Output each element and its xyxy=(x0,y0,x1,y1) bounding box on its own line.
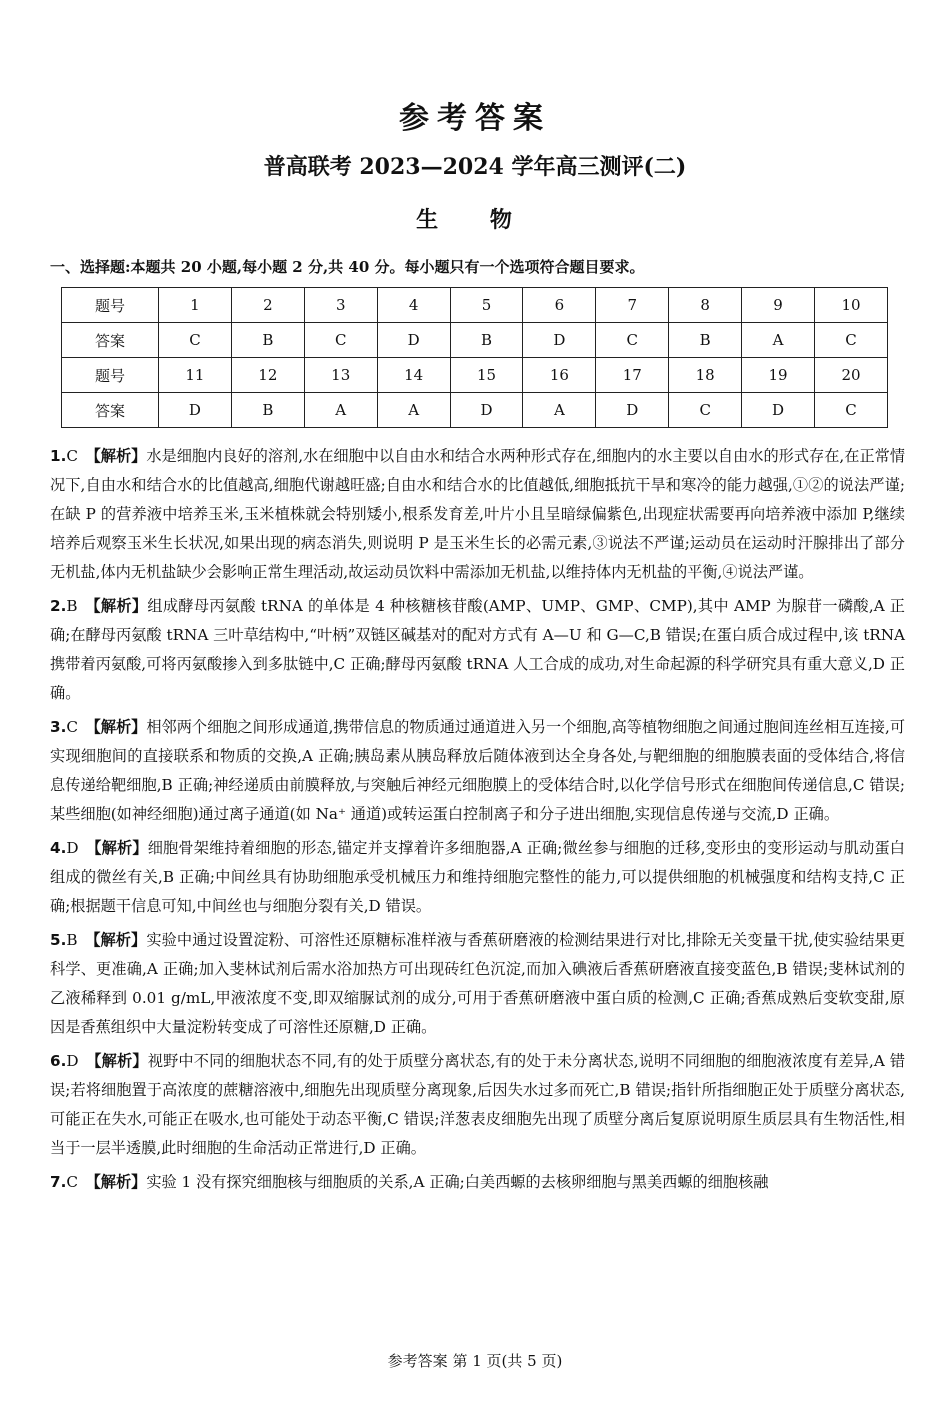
question-number-row xyxy=(62,288,888,323)
section-heading: 一、选择题:本题共 20 小题,每小题 2 分,共 40 分。每小题只有一个选项符合题目要求。 xyxy=(50,258,645,276)
question-number-cell: 5 xyxy=(450,288,523,323)
answer-row xyxy=(62,393,888,428)
answer-cell: C xyxy=(304,323,377,358)
row-label: 答案 xyxy=(62,323,159,358)
question-number: 4. xyxy=(50,839,67,857)
question-number: 7. xyxy=(50,1173,67,1191)
answer-cell: B xyxy=(231,393,304,428)
analysis-tag: 【解析】 xyxy=(85,931,147,949)
question-number: 2. xyxy=(50,597,67,615)
question-number-cell: 4 xyxy=(377,288,450,323)
answer-letter: B xyxy=(66,597,78,615)
answer-cell: D xyxy=(159,393,232,428)
answer-cell: B xyxy=(231,323,304,358)
exam-subtitle: 普高联考 2023—2024 学年高三测评(二) xyxy=(263,154,687,180)
question-number-cell: 14 xyxy=(377,358,450,393)
explanation-item xyxy=(50,926,905,1042)
answer-letter: B xyxy=(66,931,78,949)
explanation-text: 水是细胞内良好的溶剂,水在细胞中以自由水和结合水两种形式存在,细胞内的水主要以自由水的形式存在,在正常情况下,自由水和结合水的比值越高,细胞代谢越旺盛;自由水和结合水的比值越低,细胞抵抗干旱和寒冷的能力越强,①②的说法严谨;在缺 P 的营养液中培养玉米,玉米植株就会特别矮小,根系发育差,叶片小且呈暗绿偏紫色,出现症状需要再向培养液中添加 P,继续培养后观察玉米生长状况,如果出现的病态消失,则说明 P 是玉米生长的必需元素,③说法不严谨;运动员在运动时汗腺排出了部分无机盐,体内无机盐缺少会影响正常生理活动,故运动员饮料中需添加无机盐,以维持体内无机盐的平衡,④说法严谨。 xyxy=(50,447,906,581)
answer-cell: C xyxy=(159,323,232,358)
answer-cell: C xyxy=(669,393,742,428)
analysis-tag: 【解析】 xyxy=(86,1052,148,1070)
answer-letter: C xyxy=(66,718,78,736)
question-number-cell: 10 xyxy=(815,288,888,323)
analysis-tag: 【解析】 xyxy=(86,839,148,857)
row-label: 答案 xyxy=(62,393,159,428)
question-number-cell: 7 xyxy=(596,288,669,323)
analysis-tag: 【解析】 xyxy=(85,597,148,615)
question-number: 6. xyxy=(50,1052,67,1070)
explanation-text: 细胞骨架维持着细胞的形态,锚定并支撑着许多细胞器,A 正确;微丝参与细胞的迁移,变形虫的变形运动与肌动蛋白组成的微丝有关,B 正确;中间丝具有协助细胞承受机械压力和维持细胞完整性的能力,可以提供细胞的机械强度和结构支持,C 正确;根据题干信息可知,中间丝也与细胞分裂有关,D 错误。 xyxy=(50,839,905,915)
explanation-text: 相邻两个细胞之间形成通道,携带信息的物质通过通道进入另一个细胞,高等植物细胞之间通过胞间连丝相互连接,可实现细胞间的直接联系和物质的交换,A 正确;胰岛素从胰岛释放后随体液到达全身各处,与靶细胞的细胞膜表面的受体结合,将信息传递给靶细胞,B 正确;神经递质由前膜释放,与突触后神经元细胞膜上的受体结合时,以化学信号形式在细胞间传递信息,C 错误;某些细胞(如神经细胞)通过离子通道(如 Na⁺ 通道)或转运蛋白控制离子和分子进出细胞,实现信息传递与交流,D 正确。 xyxy=(50,718,906,823)
answer-cell: C xyxy=(596,323,669,358)
page-footer: 参考答案 第 1 页(共 5 页) xyxy=(387,1352,563,1370)
question-number-cell: 20 xyxy=(815,358,888,393)
answer-cell: C xyxy=(815,323,888,358)
question-number-cell: 6 xyxy=(523,288,596,323)
question-number-cell: 16 xyxy=(523,358,596,393)
subject-title: 生 物 xyxy=(416,207,534,233)
answer-cell: D xyxy=(742,393,815,428)
explanation-text: 实验 1 没有探究细胞核与细胞质的关系,A 正确;白美西螈的去核卵细胞与黑美西螈的细胞核融 xyxy=(146,1173,769,1191)
explanation-item xyxy=(50,592,905,708)
explanation-text: 视野中不同的细胞状态不同,有的处于质壁分离状态,有的处于未分离状态,说明不同细胞的细胞液浓度有差异,A 错误;若将细胞置于高浓度的蔗糖溶液中,细胞先出现质壁分离现象,后因失水过多而死亡,B 错误;指针所指细胞正处于质壁分离状态,可能正在失水,可能正在吸水,也可能处于动态平衡,C 错误;洋葱表皮细胞先出现了质壁分离后复原说明原生质层具有生物活性,相当于一层半透膜,此时细胞的生命活动正常进行,D 正确。 xyxy=(50,1052,906,1157)
answer-letter: D xyxy=(66,1052,79,1070)
page-title: 参考答案 xyxy=(399,101,551,136)
explanation-list xyxy=(50,442,905,1202)
answer-row xyxy=(62,323,888,358)
answer-letter: D xyxy=(66,839,79,857)
answer-cell: A xyxy=(304,393,377,428)
answer-cell: B xyxy=(669,323,742,358)
explanation-item xyxy=(50,1168,905,1197)
answer-cell: D xyxy=(450,393,523,428)
explanation-text: 实验中通过设置淀粉、可溶性还原糖标准样液与香蕉研磨液的检测结果进行对比,排除无关变量干扰,使实验结果更科学、更准确,A 正确;加入斐林试剂后需水浴加热方可出现砖红色沉淀,而加入碘液后香蕉研磨液直接变蓝色,B 错误;斐林试剂的乙液稀释到 0.01 g/mL,甲液浓度不变,即双缩脲试剂的成分,可用于香蕉研磨液中蛋白质的检测,C 正确;香蕉成熟后变软变甜,原因是香蕉组织中大量淀粉转变成了可溶性还原糖,D 正确。 xyxy=(50,931,906,1036)
row-label: 题号 xyxy=(62,358,159,393)
question-number: 5. xyxy=(50,931,67,949)
answer-cell: A xyxy=(742,323,815,358)
answer-cell: A xyxy=(377,393,450,428)
answer-cell: D xyxy=(596,393,669,428)
question-number-cell: 15 xyxy=(450,358,523,393)
answer-cell: D xyxy=(377,323,450,358)
answer-cell: B xyxy=(450,323,523,358)
question-number-cell: 2 xyxy=(231,288,304,323)
question-number-cell: 1 xyxy=(159,288,232,323)
answer-letter: C xyxy=(66,1173,78,1191)
answer-cell: C xyxy=(815,393,888,428)
row-label: 题号 xyxy=(62,288,159,323)
question-number-cell: 18 xyxy=(669,358,742,393)
answer-table xyxy=(61,287,888,428)
explanation-text: 组成酵母丙氨酸 tRNA 的单体是 4 种核糖核苷酸(AMP、UMP、GMP、CMP),其中 AMP 为腺苷一磷酸,A 正确;在酵母丙氨酸 tRNA 三叶草结构中,“叶柄”双链区碱基对的配对方式有 A—U 和 G—C,B 错误;在蛋白质合成过程中,该 tRNA 携带着丙氨酸,可将丙氨酸掺入到多肽链中,C 正确;酵母丙氨酸 tRNA 人工合成的成功,对生命起源的科学研究具有重大意义,D 正确。 xyxy=(50,597,905,702)
question-number-cell: 17 xyxy=(596,358,669,393)
analysis-tag: 【解析】 xyxy=(85,1173,147,1191)
question-number-cell: 11 xyxy=(159,358,232,393)
question-number-cell: 13 xyxy=(304,358,377,393)
explanation-item xyxy=(50,442,905,587)
question-number-row xyxy=(62,358,888,393)
answer-cell: D xyxy=(523,323,596,358)
question-number-cell: 8 xyxy=(669,288,742,323)
question-number: 3. xyxy=(50,718,67,736)
answer-letter: C xyxy=(66,447,78,465)
question-number-cell: 12 xyxy=(231,358,304,393)
question-number: 1. xyxy=(50,447,67,465)
answer-cell: A xyxy=(523,393,596,428)
explanation-item xyxy=(50,1047,905,1163)
explanation-item xyxy=(50,713,905,829)
analysis-tag: 【解析】 xyxy=(85,447,147,465)
explanation-item xyxy=(50,834,905,921)
question-number-cell: 3 xyxy=(304,288,377,323)
question-number-cell: 19 xyxy=(742,358,815,393)
question-number-cell: 9 xyxy=(742,288,815,323)
analysis-tag: 【解析】 xyxy=(85,718,147,736)
